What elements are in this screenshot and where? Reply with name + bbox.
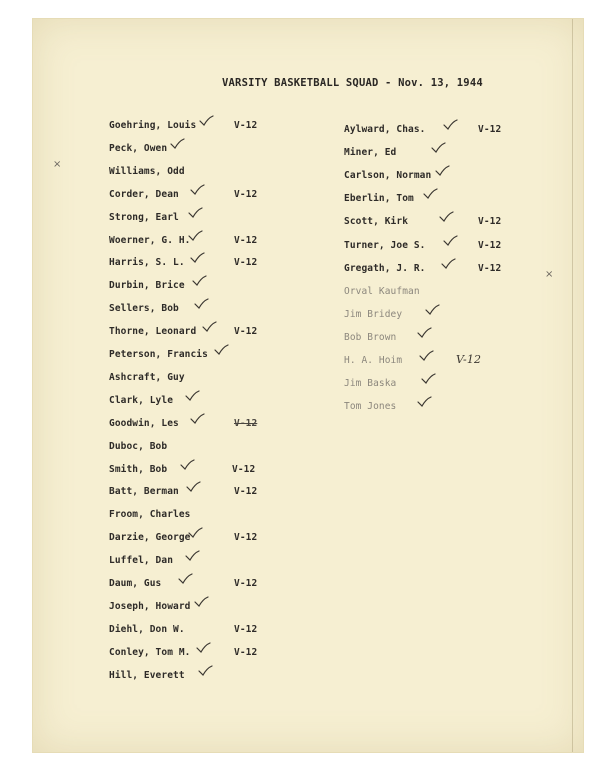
- margin-x-mark-left: ×: [53, 159, 62, 170]
- player-name: Thorne, Leonard: [109, 326, 197, 338]
- v12-note: V-12: [232, 463, 256, 475]
- player-name: Turner, Joe S.: [344, 239, 426, 251]
- checkmark-icon: [189, 184, 205, 196]
- margin-x-mark-right: ×: [545, 269, 554, 280]
- player-name: Peck, Owen: [109, 142, 168, 154]
- v12-note: V-12: [234, 646, 258, 658]
- player-name: Darzie, George: [109, 532, 191, 544]
- player-name: Scott, Kirk: [344, 216, 409, 228]
- player-name: Goehring, Louis: [109, 120, 197, 131]
- player-name: Batt, Berman: [109, 486, 179, 498]
- player-name: Sellers, Bob: [109, 303, 179, 315]
- v12-note: V-12: [234, 120, 258, 131]
- v12-note: V-12: [478, 216, 502, 228]
- player-name: Hill, Everett: [109, 669, 185, 681]
- player-name: Luffel, Dan: [109, 555, 174, 567]
- v12-note: V-12: [456, 353, 482, 366]
- v12-note: V-12: [478, 262, 502, 274]
- checkmark-icon: [184, 390, 200, 402]
- player-name: Miner, Ed: [344, 147, 397, 159]
- checkmark-icon: [440, 258, 456, 270]
- checkmark-icon: [189, 413, 205, 425]
- player-name: Aylward, Chas.: [344, 124, 426, 135]
- checkmark-icon: [424, 304, 440, 316]
- v12-note: V-12: [234, 326, 258, 338]
- checkmark-icon: [193, 596, 209, 608]
- v12-note: V-12: [234, 417, 258, 429]
- v12-note: V-12: [234, 257, 258, 269]
- checkmark-icon: [179, 459, 195, 471]
- checkmark-icon: [187, 527, 203, 539]
- page-edge-line: [572, 19, 573, 752]
- player-name: Tom Jones: [344, 401, 397, 413]
- checkmark-icon: [418, 350, 434, 362]
- checkmark-icon: [420, 373, 436, 385]
- player-name: Harris, S. L.: [109, 257, 185, 269]
- checkmark-icon: [169, 138, 185, 150]
- player-name: Daum, Gus: [109, 578, 162, 589]
- checkmark-icon: [416, 396, 432, 408]
- v12-note: V-12: [234, 623, 258, 635]
- checkmark-icon: [416, 327, 432, 339]
- player-name: H. A. Hoim: [344, 355, 403, 366]
- player-name: Peterson, Francis: [109, 349, 208, 360]
- player-name: Goodwin, Les: [109, 417, 179, 429]
- checkmark-icon: [185, 481, 201, 493]
- document-title: VARSITY BASKETBALL SQUAD - Nov. 13, 1944: [222, 77, 483, 89]
- player-name: Bob Brown: [344, 331, 397, 343]
- v12-note: V-12: [234, 486, 258, 498]
- checkmark-icon: [195, 642, 211, 654]
- player-name: Diehl, Don W.: [109, 623, 185, 635]
- v12-note: V-12: [478, 239, 502, 251]
- player-name: Woerner, G. H.: [109, 234, 191, 246]
- v12-note: V-12: [234, 532, 258, 544]
- player-name: Clark, Lyle: [109, 394, 174, 406]
- player-name: Smith, Bob: [109, 463, 168, 475]
- checkmark-icon: [191, 275, 207, 287]
- player-name: Orval Kaufman: [344, 285, 420, 297]
- player-name: Froom, Charles: [109, 509, 191, 521]
- v12-note: V-12: [234, 578, 258, 589]
- checkmark-icon: [213, 344, 229, 356]
- checkmark-icon: [193, 298, 209, 310]
- checkmark-icon: [438, 211, 454, 223]
- checkmark-icon: [187, 230, 203, 242]
- player-name: Duboc, Bob: [109, 440, 168, 452]
- player-name: Carlson, Norman: [344, 170, 432, 182]
- v12-note: V-12: [478, 124, 502, 135]
- checkmark-icon: [422, 188, 438, 200]
- checkmark-icon: [197, 665, 213, 677]
- v12-note: V-12: [234, 234, 258, 246]
- player-name: Durbin, Brice: [109, 280, 185, 292]
- player-name: Conley, Tom M.: [109, 646, 191, 658]
- player-name: Jim Bridey: [344, 308, 403, 320]
- checkmark-icon: [201, 321, 217, 333]
- player-name: Strong, Earl: [109, 211, 179, 223]
- checkmark-icon: [434, 165, 450, 177]
- player-name: Eberlin, Tom: [344, 193, 414, 205]
- player-name: Ashcraft, Guy: [109, 371, 185, 383]
- checkmark-icon: [177, 573, 193, 585]
- checkmark-icon: [430, 142, 446, 154]
- player-name: Corder, Dean: [109, 188, 179, 200]
- player-name: Joseph, Howard: [109, 600, 191, 612]
- checkmark-icon: [442, 119, 458, 131]
- checkmark-icon: [189, 252, 205, 264]
- checkmark-icon: [187, 207, 203, 219]
- checkmark-icon: [198, 115, 214, 127]
- document-page: [32, 18, 584, 753]
- checkmark-icon: [442, 235, 458, 247]
- v12-note: V-12: [234, 188, 258, 200]
- player-name: Williams, Odd: [109, 165, 185, 177]
- checkmark-icon: [184, 550, 200, 562]
- player-name: Gregath, J. R.: [344, 262, 426, 274]
- player-name: Jim Baska: [344, 378, 397, 390]
